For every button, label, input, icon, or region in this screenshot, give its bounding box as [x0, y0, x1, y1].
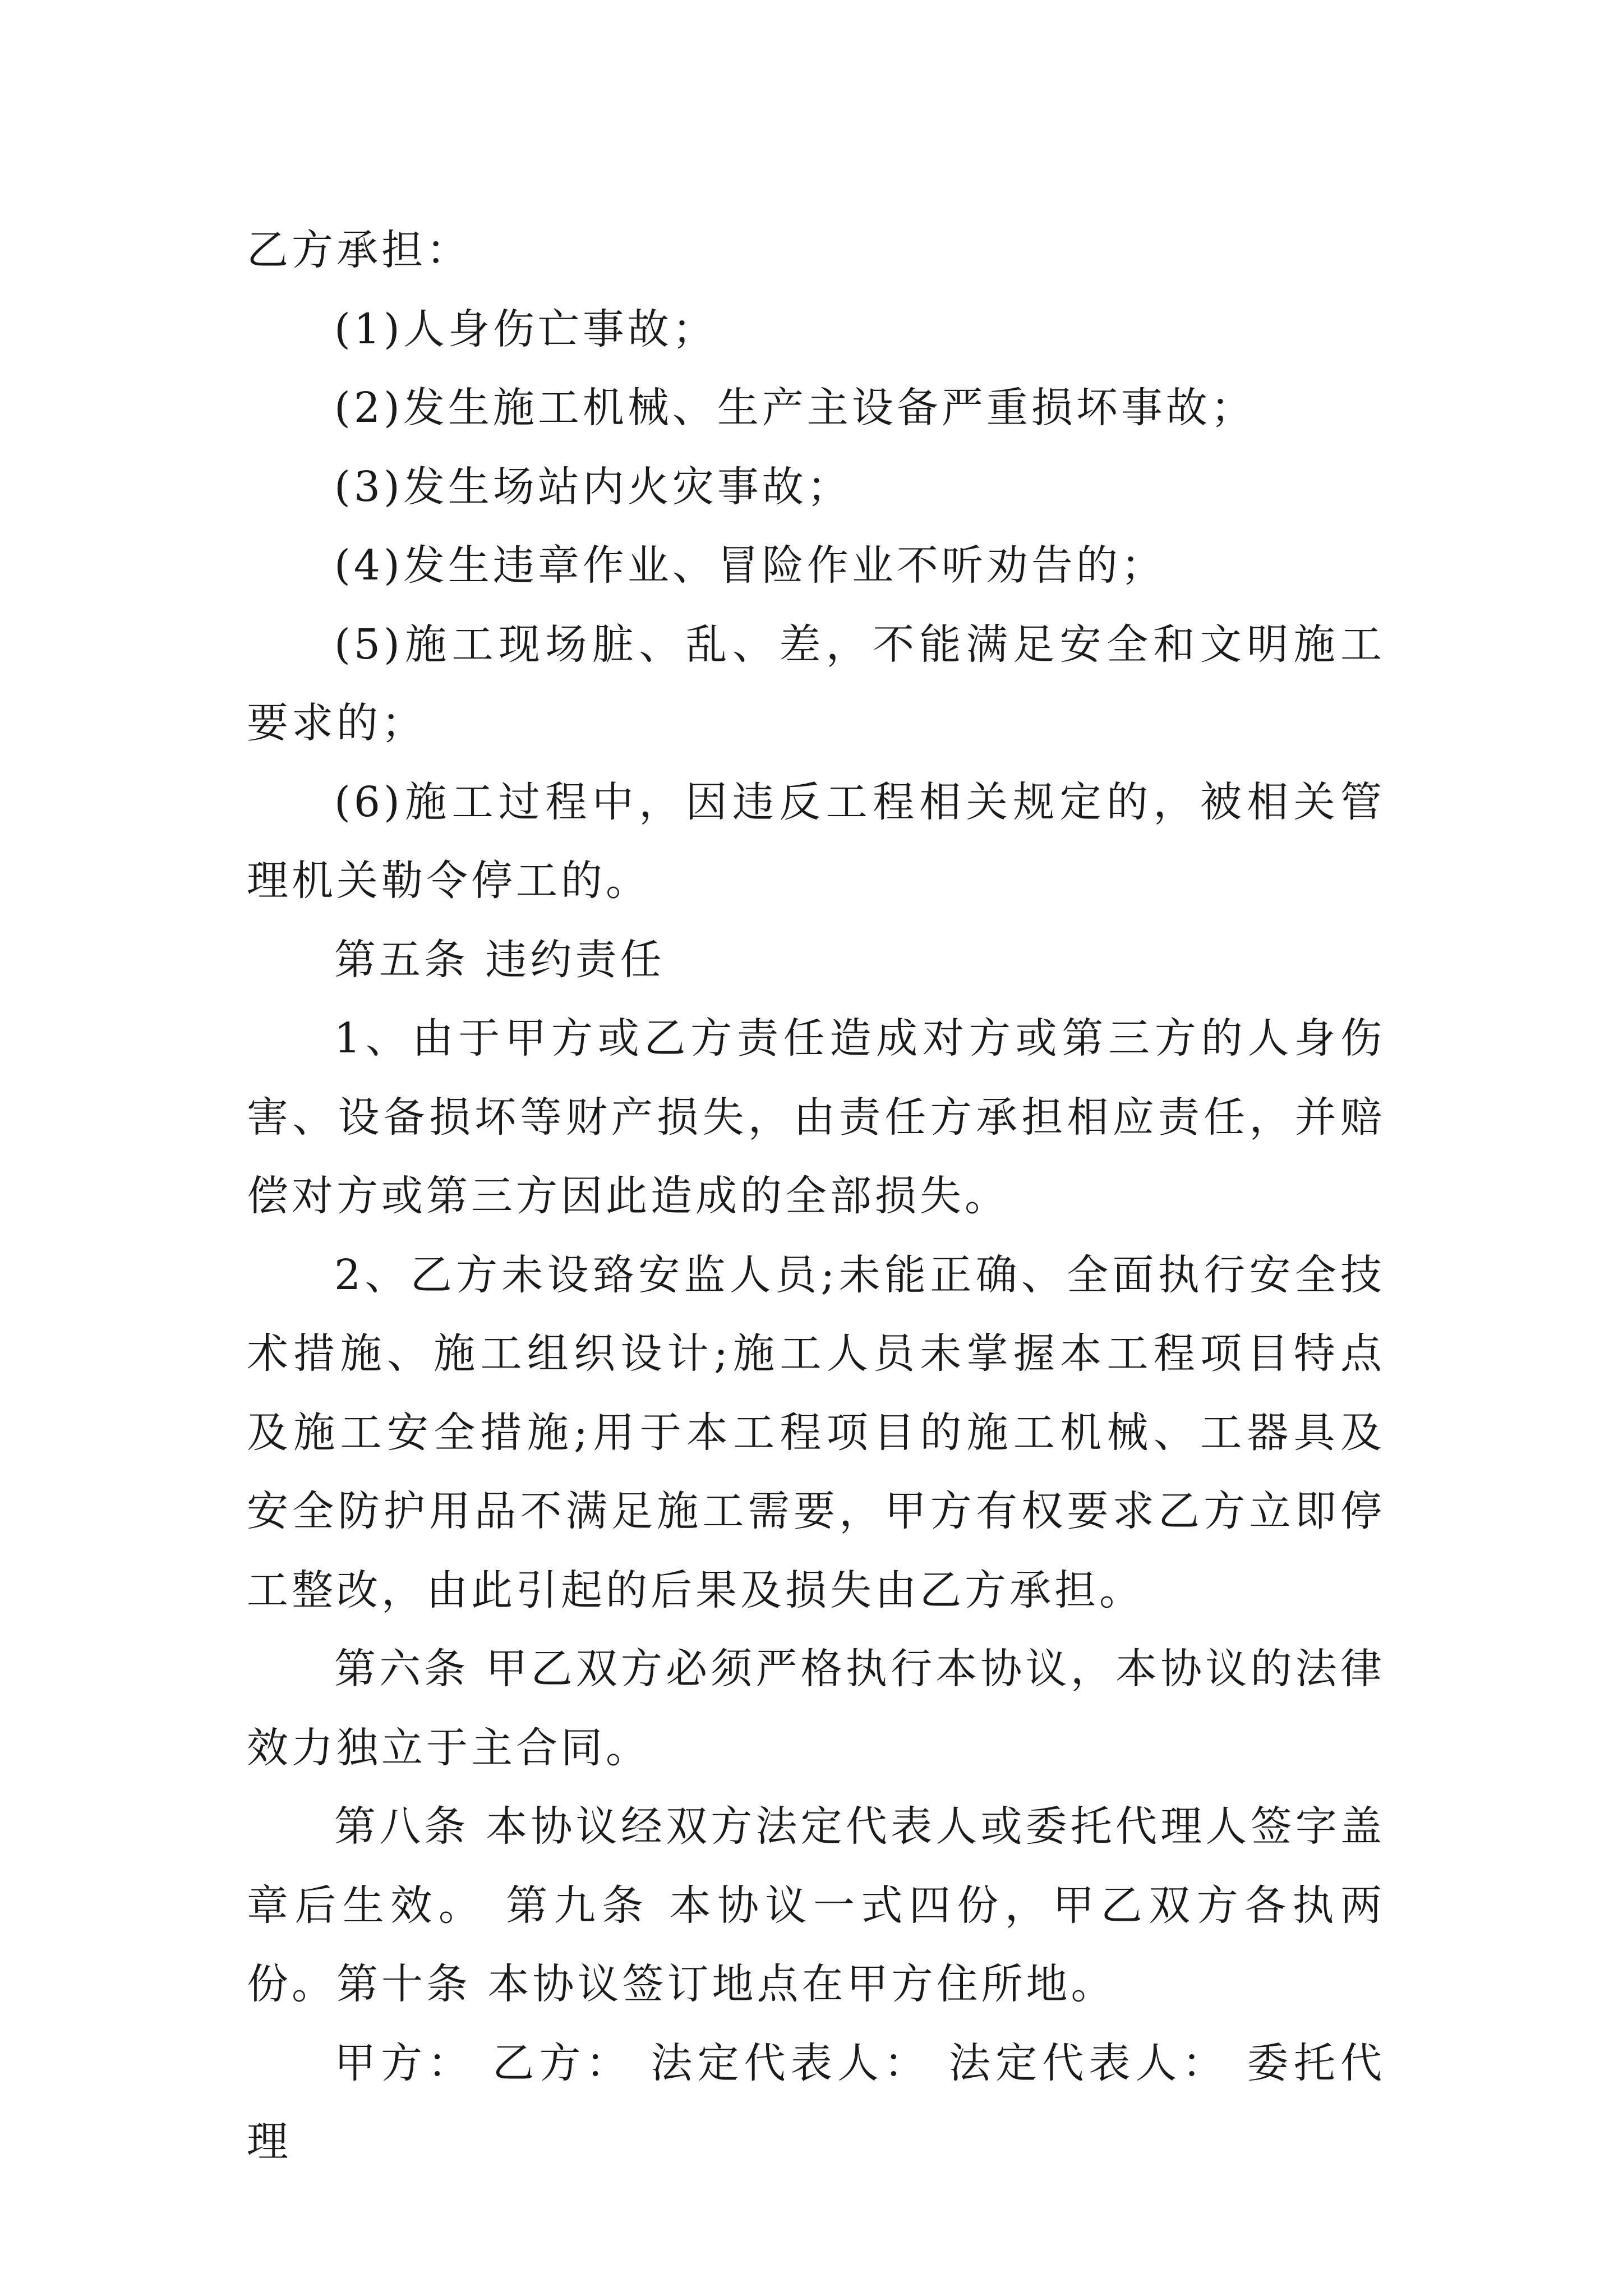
signature-line: 甲方： 乙方： 法定代表人： 法定代表人： 委托代理 [247, 2039, 1385, 2166]
clause-1: 1、由于甲方或乙方责任造成对方或第三方的人身伤害、设备损坏等财产损失，由责任方承担相应责任，并赔偿对方或第三方因此造成的全部损失。 [247, 1014, 1385, 1220]
clause-2: 2、乙方未设臵安监人员;未能正确、全面执行安全技术措施、施工组织设计;施工人员未掌握本工程项目特点及施工安全措施;用于本工程项目的施工机械、工器具及安全防护用品不满足施工需要，甲方有权要求乙方立即停工整改，由此引起的后果及损失由乙方承担。 [247, 1250, 1385, 1614]
paragraph-continuation: 乙方承担： [247, 226, 471, 274]
articles-8-to-10: 第八条 本协议经双方法定代表人或委托代理人签字盖章后生效。 第九条 本协议一式四份，甲乙双方各执两份。第十条 本协议签订地点在甲方住所地。 [247, 1802, 1385, 2008]
list-item-2: (2)发生施工机械、生产主设备严重损坏事故； [334, 384, 1256, 432]
list-item-6: (6)施工过程中，因违反工程相关规定的，被相关管理机关勒令停工的。 [247, 777, 1385, 905]
list-item-5: (5)施工现场脏、乱、差，不能满足安全和文明施工要求的； [247, 620, 1385, 747]
list-item-4: (4)发生违章作业、冒险作业不听劝告的； [334, 541, 1166, 590]
list-item-3: (3)发生场站内火灾事故； [334, 462, 852, 511]
document-body [247, 211, 1385, 2182]
article-6: 第六条 甲乙双方必须严格执行本协议，本协议的法律效力独立于主合同。 [247, 1645, 1385, 1772]
section-heading-article-5: 第五条 违约责任 [334, 935, 665, 984]
list-item-1: (1)人身伤亡事故； [334, 305, 717, 353]
